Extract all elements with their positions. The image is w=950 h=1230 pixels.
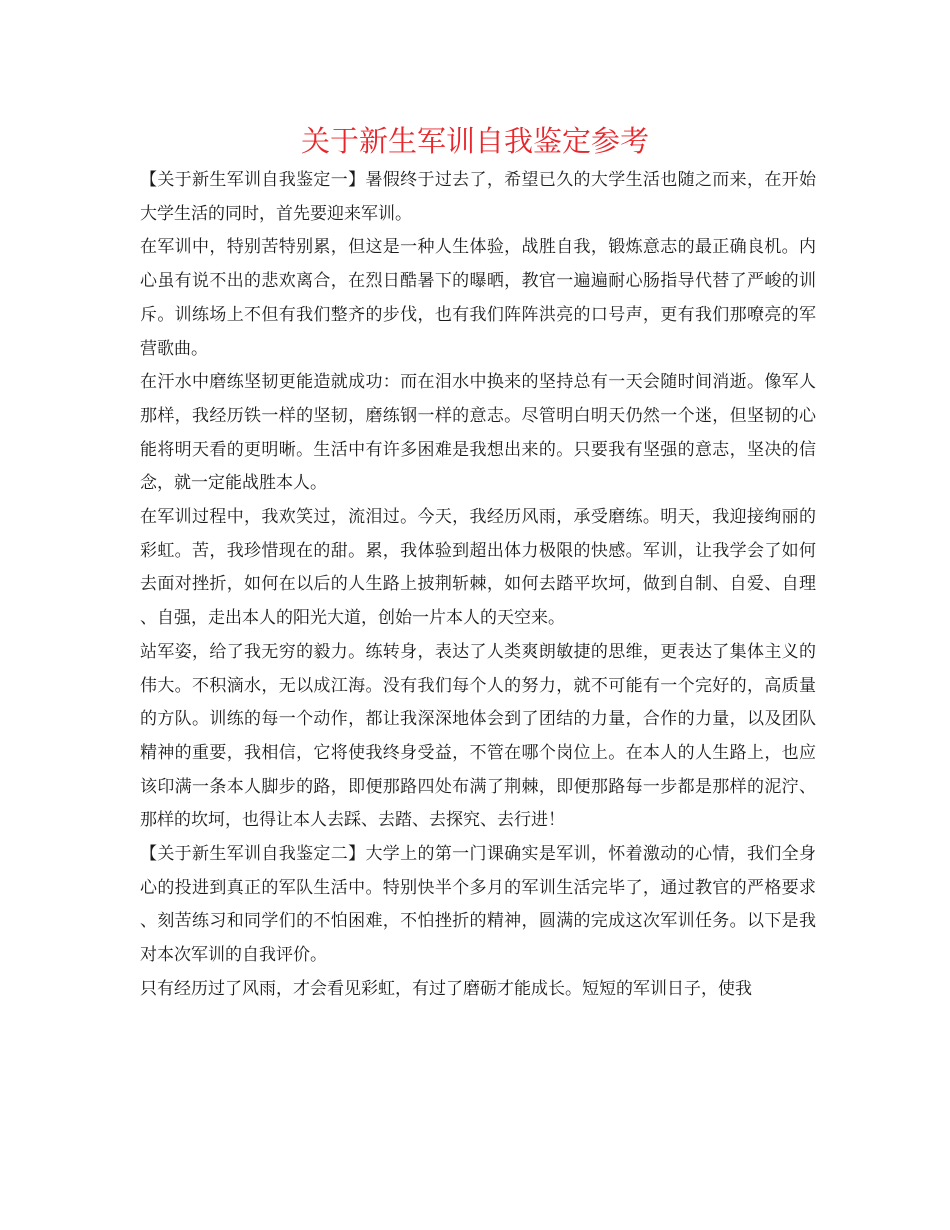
document-title: 关于新生军训自我鉴定参考 [300,124,649,158]
paragraph-3: 在汗水中磨练坚韧更能造就成功：而在泪水中换来的坚持总有一天会随时间消逝。像军人那样，我经历铁一样的坚韧，磨练钢一样的意志。尽管明白明天仍然一个迷，但坚韧的心能将明天看的更明晰。生活中有许多困难是我想出来的。只要我有坚强的意志，坚决的信念，就一定能战胜本人。 [140,372,816,494]
paragraph-2: 在军训中，特别苦特别累，但这是一种人生体验，战胜自我，锻炼意志的最正确良机。内心虽有说不出的悲欢离合，在烈日酷暑下的曝晒，教官一遍遍耐心肠指导代替了严峻的训斥。训练场上不但有我们整齐的步伐，也有我们阵阵洪亮的口号声，更有我们那嘹亮的军营歌曲。 [140,237,816,359]
paragraph-7: 只有经历过了风雨，才会看见彩虹，有过了磨砺才能成长。短短的军训日子，使我 [140,978,752,999]
document-body [140,164,816,1007]
paragraph-1: 【关于新生军训自我鉴定一】暑假终于过去了，希望已久的大学生活也随之而来，在开始大学生活的同时，首先要迎来军训。 [140,170,816,224]
paragraph-4: 在军训过程中，我欢笑过，流泪过。今天，我经历风雨，承受磨练。明天，我迎接绚丽的彩虹。苦，我珍惜现在的甜。累，我体验到超出体力极限的快感。军训，让我学会了如何去面对挫折，如何在以后的人生路上披荆斩棘，如何去踏平坎坷，做到自制、自爱、自理、自强，走出本人的阳光大道，创始一片本人的天空来。 [140,507,816,629]
paragraph-6: 【关于新生军训自我鉴定二】大学上的第一门课确实是军训，怀着激动的心情，我们全身心的投进到真正的军队生活中。特别快半个多月的军训生活完毕了，通过教官的严格要求、刻苦练习和同学们的不怕困难，不怕挫折的精神，圆满的完成这次军训任务。以下是我对本次军训的自我评价。 [140,844,816,966]
paragraph-5: 站军姿，给了我无穷的毅力。练转身，表达了人类爽朗敏捷的思维，更表达了集体主义的伟大。不积滴水，无以成江海。没有我们每个人的努力，就不可能有一个完好的，高质量的方队。训练的每一个动作，都让我深深地体会到了团结的力量，合作的力量，以及团队精神的重要，我相信，它将使我终身受益，不管在哪个岗位上。在本人的人生路上，也应该印满一条本人脚步的路，即便那路四处布满了荆棘，即便那路每一步都是那样的泥泞、那样的坎坷，也得让本人去踩、去踏、去探究、去行进！ [140,641,816,831]
